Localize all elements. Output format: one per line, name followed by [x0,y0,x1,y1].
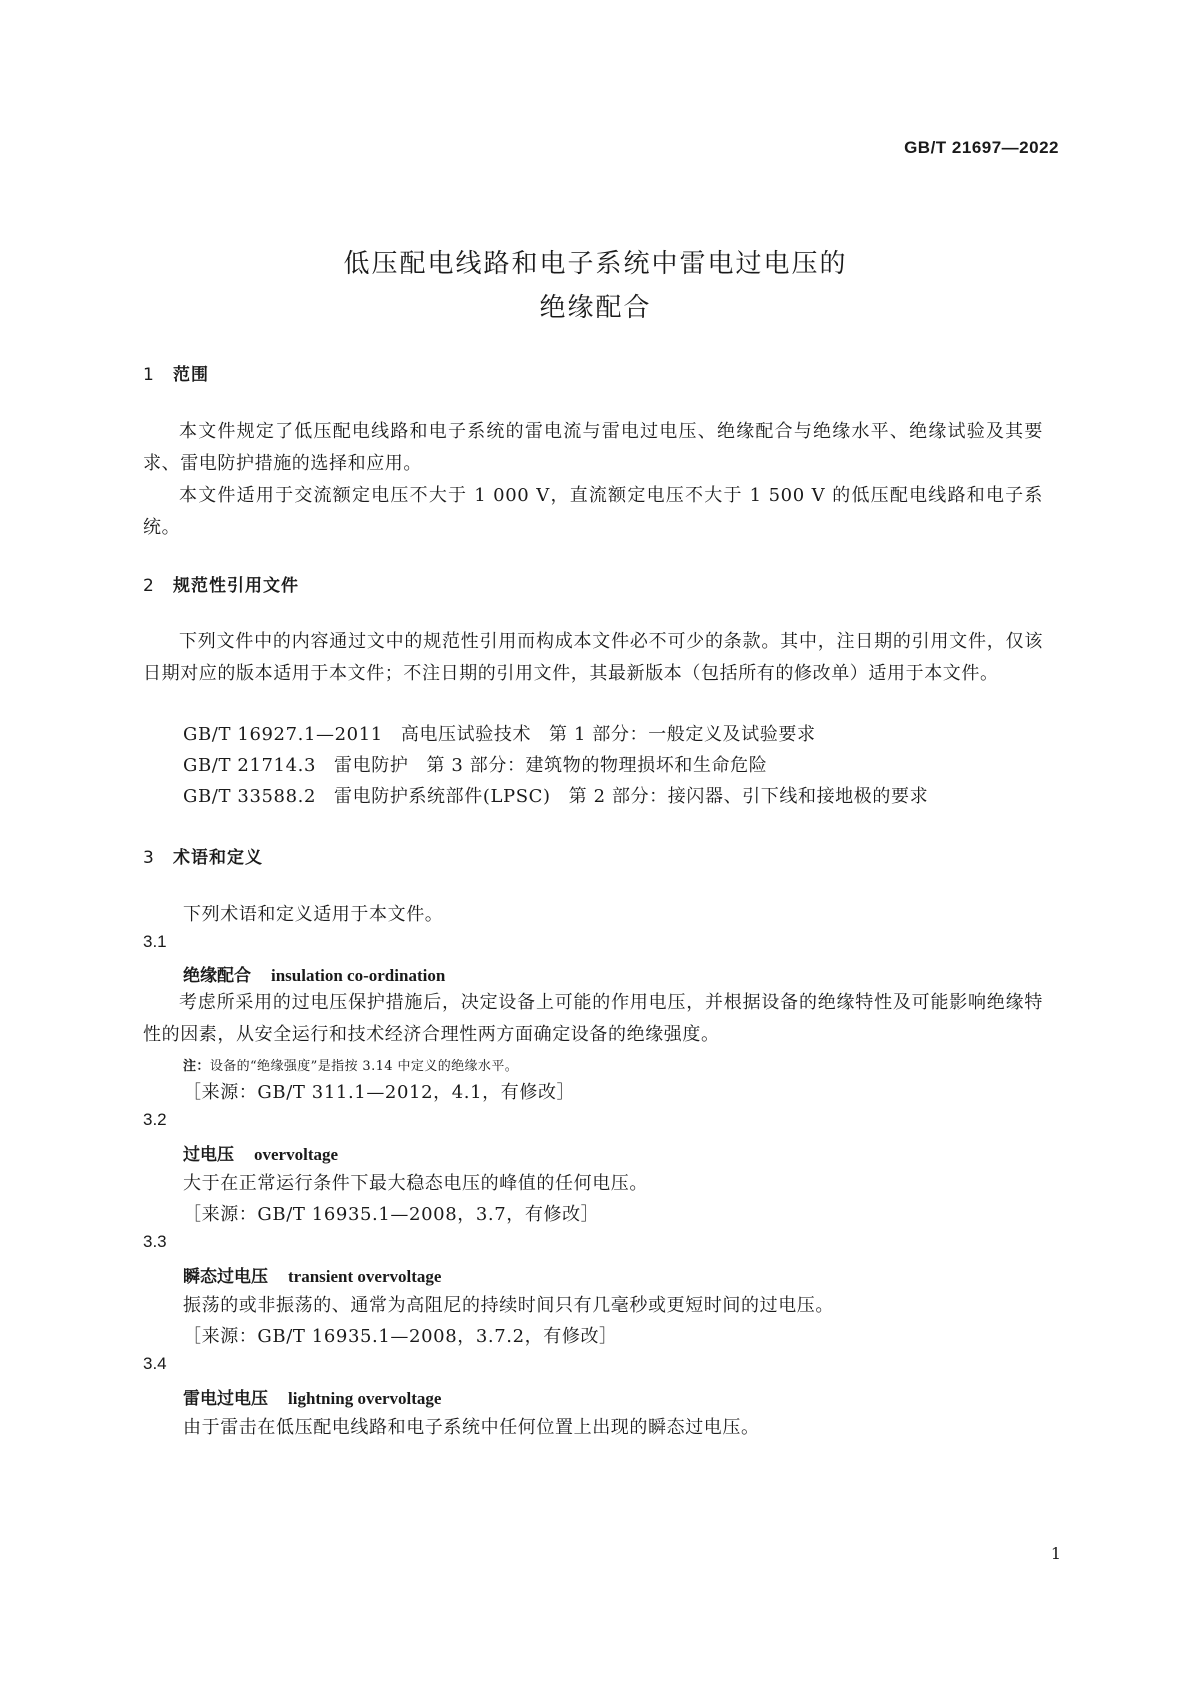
term-zh: 绝缘配合 [183,966,251,986]
reference-title: 雷电防护系统部件(LPSC) [334,786,551,807]
term-definition: 由于雷击在低压配电线路和电子系统中任何位置上出现的瞬态过电压。 [183,1417,760,1438]
section-title: 范围 [173,365,209,385]
reference-part: 第 3 部分：建筑物的物理损坏和生命危险 [426,755,768,776]
page-number: 1 [1050,1544,1061,1563]
section-3-heading [143,843,263,868]
term-heading [183,961,445,986]
term-en: overvoltage [254,1145,339,1164]
section-title: 规范性引用文件 [173,576,299,596]
reference-item [183,751,767,777]
term-definition: 振荡的或非振荡的、通常为高阻尼的持续时间只有几毫秒或更短时间的过电压。 [183,1295,834,1316]
term-note [183,1055,518,1074]
term-zh: 过电压 [183,1145,234,1165]
reference-title: 高电压试验技术 [400,724,532,745]
term-number: 3.4 [143,1354,167,1373]
reference-part: 第 1 部分：一般定义及试验要求 [549,724,816,745]
term-definition: 考虑所采用的过电压保护措施后，决定设备上可能的作用电压，并根据设备的绝缘特性及可能影响绝缘特性的因素，从安全运行和技术经济合理性两方面确定设备的绝缘强度。 [143,992,1043,1045]
section-number: 2 [143,576,155,596]
section-number: 1 [143,365,155,385]
term-number: 3.1 [143,932,167,951]
note-text: 设备的“绝缘强度”是指按 3.14 中定义的绝缘水平。 [209,1059,519,1074]
term-source: ［来源：GB/T 311.1—2012，4.1，有修改］ [183,1082,576,1103]
section-1-paragraph-2: 本文件适用于交流额定电压不大于 1 000 V，直流额定电压不大于 1 500 V 的低压配电线路和电子系统。 [143,485,1043,538]
document-title-line2: 绝缘配合 [539,293,652,323]
term-en: lightning overvoltage [288,1389,442,1408]
standard-number: GB/T 21697—2022 [904,138,1059,157]
term-definition: 大于在正常运行条件下最大稳态电压的峰值的任何电压。 [183,1173,648,1194]
reference-item [183,782,928,808]
term-heading [183,1384,441,1409]
term-source: ［来源：GB/T 16935.1—2008，3.7，有修改］ [183,1204,600,1225]
section-1-paragraph-1: 本文件规定了低压配电线路和电子系统的雷电流与雷电过电压、绝缘配合与绝缘水平、绝缘试验及其要求、雷电防护措施的选择和应用。 [143,421,1043,474]
term-number: 3.3 [143,1232,167,1251]
reference-code: GB/T 21714.3 [183,755,317,776]
section-number: 3 [143,848,155,868]
term-heading [183,1140,338,1165]
reference-code: GB/T 16927.1—2011 [183,724,383,745]
term-number: 3.2 [143,1110,167,1129]
reference-title: 雷电防护 [334,755,409,776]
note-label: 注： [183,1059,210,1074]
section-1-heading [143,360,209,385]
term-source: ［来源：GB/T 16935.1—2008，3.7.2，有修改］ [183,1326,618,1347]
section-3-intro: 下列术语和定义适用于本文件。 [183,904,444,925]
section-2-heading [143,571,299,596]
reference-code: GB/T 33588.2 [183,786,317,807]
section-title: 术语和定义 [173,848,263,868]
reference-item [183,720,816,746]
reference-part: 第 2 部分：接闪器、引下线和接地极的要求 [568,786,929,807]
term-zh: 雷电过电压 [183,1389,268,1409]
term-en: transient overvoltage [288,1267,442,1286]
term-zh: 瞬态过电压 [183,1267,268,1287]
document-title-line1: 低压配电线路和电子系统中雷电过电压的 [343,249,848,279]
term-en: insulation co-ordination [271,966,446,985]
term-heading [183,1262,441,1287]
section-2-paragraph: 下列文件中的内容通过文中的规范性引用而构成本文件必不可少的条款。其中，注日期的引用文件，仅该日期对应的版本适用于本文件；不注日期的引用文件，其最新版本（包括所有的修改单）适用于本文件。 [143,631,1043,684]
